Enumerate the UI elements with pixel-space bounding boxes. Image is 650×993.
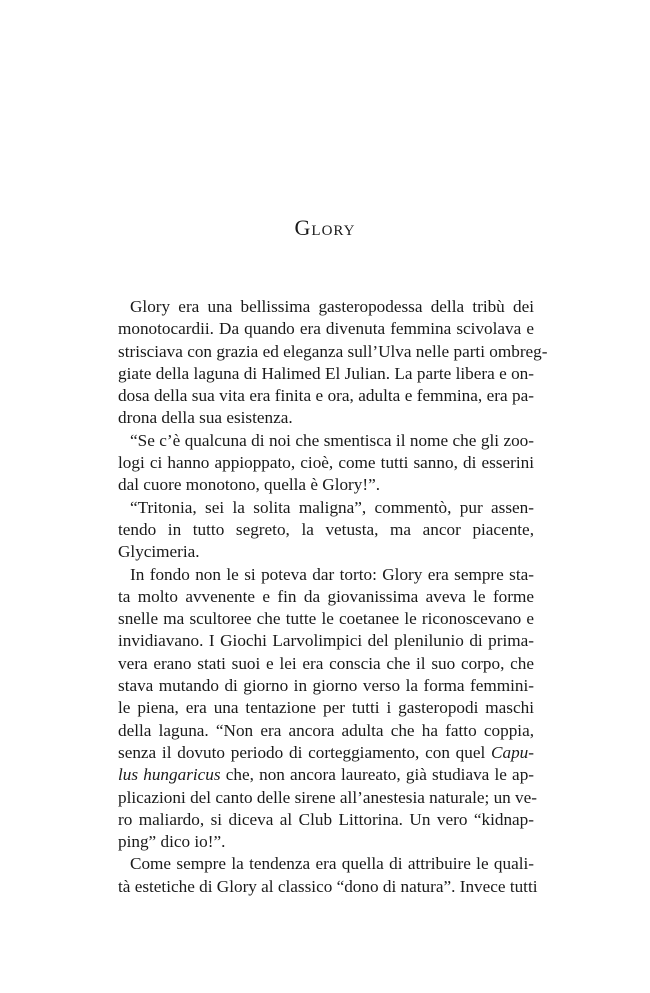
text-line xyxy=(118,720,534,742)
chapter-title: Glory xyxy=(294,215,356,240)
line-text: monotocardii. Da quando era divenuta femmina scivolava e xyxy=(118,319,534,339)
line-text: In fondo non le si poteva dar torto: Glory era sempre sta- xyxy=(130,564,534,584)
text-line xyxy=(118,296,534,318)
text-line xyxy=(118,474,534,496)
text-line xyxy=(118,742,534,764)
text-line xyxy=(118,586,534,608)
line-text: “Tritonia, sei la solita maligna”, commentò, pur assen- xyxy=(130,497,534,517)
line-text: drona della sua esistenza. xyxy=(118,408,293,428)
text-line xyxy=(118,541,534,563)
text-line xyxy=(118,363,534,385)
line-text: dosa della sua vita era finita e ora, adulta e femmina, era pa- xyxy=(118,386,534,406)
line-text: della laguna. “Non era ancora adulta che ha fatto coppia, xyxy=(118,720,534,740)
line-text: vera erano stati suoi e lei era conscia che il suo corpo, che xyxy=(118,653,534,673)
line-text: strisciava con grazia ed eleganza sull’Ulva nelle parti ombreg- xyxy=(118,341,548,361)
text-line xyxy=(118,341,548,363)
line-text: tà estetiche di Glory al classico “dono di natura”. Invece tutti xyxy=(118,876,538,896)
text-line xyxy=(118,608,534,630)
text-line xyxy=(118,497,534,519)
line-text: snelle ma scultoree che tutte le coetanee le riconoscevano e xyxy=(118,609,534,629)
line-text: Glycimeria. xyxy=(118,542,200,562)
text-line xyxy=(118,385,534,407)
italic-text: Capu- xyxy=(491,742,534,762)
text-line xyxy=(118,519,534,541)
body-text xyxy=(118,296,548,898)
text-line xyxy=(118,831,534,853)
text-line xyxy=(118,809,534,831)
text-line xyxy=(118,653,534,675)
line-text: che, non ancora laureato, già studiava le ap- xyxy=(220,765,535,785)
line-text: ping” dico io!”. xyxy=(118,832,226,852)
line-text: Come sempre la tendenza era quella di attribuire le quali- xyxy=(130,854,534,874)
text-line xyxy=(118,787,537,809)
line-text: giate della laguna di Halimed El Julian. La parte libera e on- xyxy=(118,363,534,383)
text-line xyxy=(118,876,538,898)
line-text: plicazioni del canto delle sirene all’anestesia naturale; un ve- xyxy=(118,787,537,807)
text-line xyxy=(118,853,534,875)
line-text: stava mutando di giorno in giorno verso la forma femmini- xyxy=(118,676,534,696)
text-line xyxy=(118,697,534,719)
text-line xyxy=(118,430,534,452)
line-text: logi ci hanno appioppato, cioè, come tutti sanno, di esserini xyxy=(118,453,534,473)
text-line xyxy=(118,407,534,429)
text-line xyxy=(118,452,534,474)
line-text: Glory era una bellissima gasteropodessa della tribù dei xyxy=(130,297,534,316)
text-line xyxy=(118,318,534,340)
line-text: senza il dovuto periodo di corteggiamento, con quel xyxy=(118,742,492,762)
line-text: “Se c’è qualcuna di noi che smentisca il nome che gli zoo- xyxy=(130,430,534,450)
line-text: tendo in tutto segreto, la vetusta, ma ancor piacente, xyxy=(118,519,534,539)
italic-text: lus hungaricus xyxy=(118,765,221,785)
line-text: le piena, era una tentazione per tutti i gasteropodi maschi xyxy=(118,698,534,718)
text-line xyxy=(118,764,534,786)
text-line xyxy=(118,630,534,652)
line-text: dal cuore monotono, quella è Glory!”. xyxy=(118,475,381,495)
line-text: invidiavano. I Giochi Larvolimpici del plenilunio di prima- xyxy=(118,631,534,651)
text-line xyxy=(118,675,534,697)
line-text: ta molto avvenente e fin da giovanissima aveva le forme xyxy=(118,586,534,606)
text-line xyxy=(118,564,534,586)
line-text: ro maliardo, si diceva al Club Littorina. Un vero “kidnap- xyxy=(118,809,534,829)
